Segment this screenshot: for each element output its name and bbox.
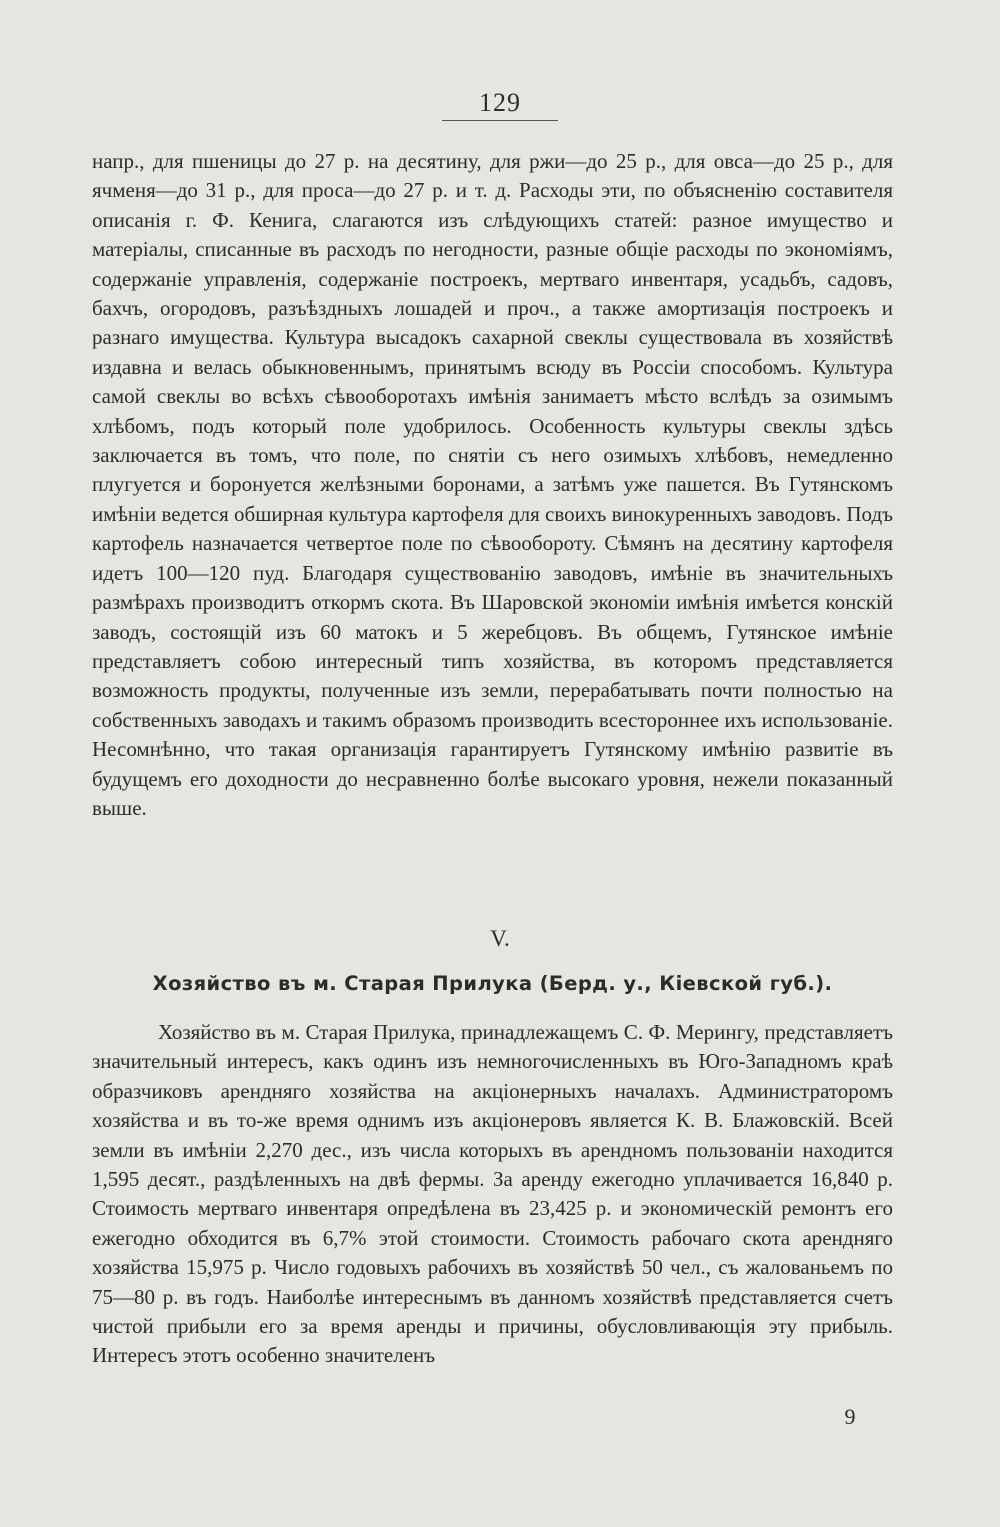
- page-number-rule: [442, 120, 558, 121]
- body-paragraph-2: Хозяйство въ м. Старая Прилука, принадлежащемъ С. Ф. Мерингу, представляетъ значительный интересъ, какъ одинъ изъ немногочисленныхъ въ Юго-Западномъ краѣ образчиковъ арендняго хозяйства на акціонерныхъ началахъ. Администраторомъ хозяйства и въ то-же время однимъ изъ акціонеровъ является К. В. Блажовскій. Всей земли въ имѣніи 2,270 дес., изъ числа которыхъ въ арендномъ пользованіи находится 1,595 десят., раздѣленныхъ на двѣ фермы. За аренду ежегодно уплачивается 16,840 р. Стоимость мертваго инвентаря опредѣлена въ 23,425 р. и экономическій ремонтъ его ежегодно обходится въ 6,7% этой стоимости. Стоимость рабочаго скота арендняго хозяйства 15,975 р. Число годовыхъ рабочихъ въ хозяйствѣ 50 чел., съ жалованьемъ по 75—80 р. въ годъ. Наиболѣе интереснымъ въ данномъ хозяйствѣ представляется счетъ чистой прибыли его за время аренды и причины, обусловливающія эту прибыль. Интересъ этотъ особенно значителенъ: [92, 1020, 893, 1368]
- signature-mark: 9: [844, 1404, 856, 1429]
- section-heading: Хозяйство въ м. Старая Прилука (Берд. у., Кіевской губ.).: [152, 972, 833, 995]
- page-number: 129: [479, 88, 521, 117]
- body-paragraph-1: напр., для пшеницы до 27 р. на десятину, для ржи—до 25 р., для овса—до 25 р., для ячменя—до 31 р., для проса—до 27 р. и т. д. Расходы эти, по объясненію составителя описанія г. Ф. Кенига, слагаются изъ слѣдующихъ статей: разное имущество и матеріалы, списанные въ расходъ по негодности, разные общіе расходы по экономіямъ, содержаніе управленія, содержаніе построекъ, мертваго инвентаря, усадьбъ, садовъ, бахчъ, огородовъ, разъѣздныхъ лошадей и проч., а также амортизація построекъ и разнаго имущества. Культура высадокъ сахарной свеклы существовала въ хозяйствѣ издавна и велась обыкновеннымъ, принятымъ всюду въ Россіи способомъ. Культура самой свеклы во всѣхъ сѣвооборотахъ имѣнія занимаетъ мѣсто вслѣдъ за озимымъ хлѣбомъ, подъ который поле удобрилось. Особенность культуры свеклы здѣсь заключается въ томъ, что поле, по снятіи съ него озимыхъ хлѣбовъ, немедленно плугуется и боронуется желѣзными боронами, а затѣмъ уже пашется. Въ Гутянскомъ имѣніи ведется обширная культура картофеля для своихъ винокуренныхъ заводовъ. Подъ картофель назначается четвертое поле по сѣвообороту. Сѣмянъ на десятину картофеля идетъ 100—120 пуд. Благодаря существованію заводовъ, имѣніе въ значительныхъ размѣрахъ производитъ откормъ скота. Въ Шаровской экономіи имѣнія имѣется конскій заводъ, состоящій изъ 60 матокъ и 5 жеребцовъ. Въ общемъ, Гутянское имѣніе представляетъ собою интересный типъ хозяйства, въ которомъ представляется возможность продукты, полученные изъ земли, перерабатывать почти полностью на собственныхъ заводахъ и такимъ образомъ производить всестороннее ихъ использованіе. Несомнѣнно, что такая организація гарантируетъ Гутянскому имѣнію развитіе въ будущемъ его доходности до несравненно болѣе высокаго уровня, нежели показанный выше.: [92, 149, 893, 820]
- section-numeral: V.: [490, 926, 510, 951]
